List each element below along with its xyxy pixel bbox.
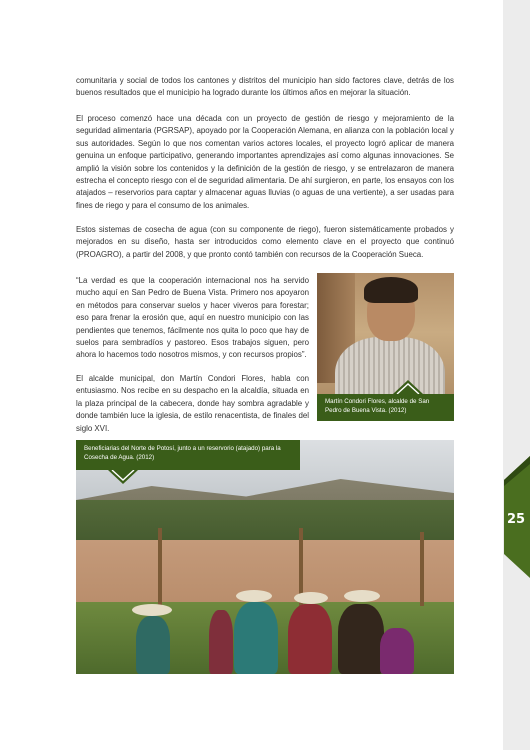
quote-mayor: “La verdad es que la cooperación internacional nos ha servido mucho aquí en San Pedro de Buena Vista. Primero nos apoyaron en métodos para conservar suelos y hacer viveros para forestar; eso para frenar la erosión que, aquí en nuestro municipio con las pendientes que tenemos, fácilmente nos quita lo poco que hay de suelos para sembradíos y pastoreo. Esos trabajos siguen, pero ahora lo hacemos todo nosotros mismos, y con recursos propios”. xyxy=(76,276,309,360)
page-number: 25 xyxy=(506,512,526,527)
paragraph-mayor: El alcalde municipal, don Martín Condori Flores, habla con entusiasmo. Nos recibe en su despacho en la alcaldía, situada en la plaza principal de la cabecera, donde hay sombra agradable y donde también luce la iglesia, de estilo renacentista, de finales del siglo XVI. xyxy=(76,374,309,433)
page-side-strip xyxy=(503,0,530,750)
paragraph-proagro: Estos sistemas de cosecha de agua (con su componente de riego), fueron sistemáticamente probados y mejorados en su diseño, hasta ser introducidos como elemento clave en el proyecto que continuó (PROAGRO), a partir del 2008, y que pronto contó también con recursos de la Cooperación Sueca. xyxy=(76,225,454,259)
reservoir-caption: Beneficiarias del Norte de Potosí, junto a un reservorio (atajado) para la Cosecha de Agua. (2012) xyxy=(76,440,300,470)
caption-notch xyxy=(108,470,138,486)
paragraph-intro: comunitaria y social de todos los cantones y distritos del municipio han sido factores clave, detrás de los buenos resultados que el municipio ha logrado durante los últimos años en mejorar la situación. xyxy=(76,76,454,98)
portrait-caption: Martín Condori Flores, alcalde de San Pedro de Buena Vista. (2012) xyxy=(317,394,454,421)
paragraph-pgrsap: El proceso comenzó hace una década con un proyecto de gestión de riesgo y mejoramiento de la seguridad alimentaria (PGRSAP), apoyado por la Cooperación Alemana, en alianza con la población local y sus autoridades. Según lo que nos comentan varios actores locales, el proyecto logró aplicar de manera genuina un enfoque participativo, generando importantes aprendizajes así como algunas innovaciones. Se amplió la visión sobre los contenidos y la definición de la gestión de riesgo, y se entrelazaron de manera estrecha el concepto riesgo con el de seguridad alimentaria. De ahí surgieron, en parte, los ensayos con los atajados – reservorios para captar y almacenar aguas lluvias (o aguas de una vertiente), a ser usadas para fines de riego y para el consumo de los animales. xyxy=(76,114,454,210)
caption-notch xyxy=(393,378,423,394)
